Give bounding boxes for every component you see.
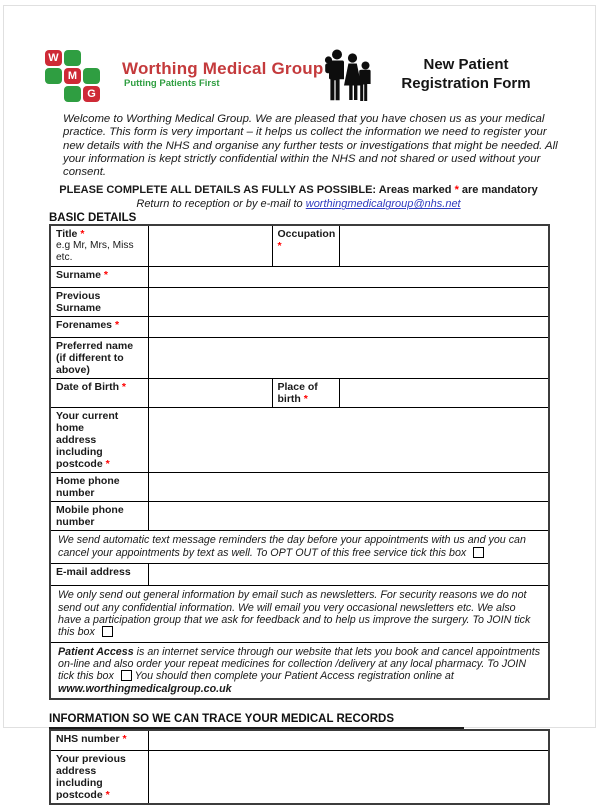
basic-details-heading: BASIC DETAILS bbox=[49, 212, 137, 225]
patient-access-join-checkbox[interactable] bbox=[121, 670, 132, 681]
place-of-birth-label bbox=[272, 379, 339, 408]
return-instruction-text: Return to reception or by e-mail to bbox=[136, 198, 303, 211]
family-silhouette-icon bbox=[322, 48, 374, 105]
patient-access-url: www.worthingmedicalgroup.co.uk bbox=[58, 682, 232, 695]
previous-address-label-line2 bbox=[56, 777, 143, 801]
asterisk-marker: * bbox=[121, 381, 127, 394]
surname-label bbox=[50, 267, 148, 288]
previous-address-label-line1: Your previous address bbox=[56, 753, 126, 778]
logo-letter-m: M bbox=[64, 68, 81, 84]
title-input[interactable] bbox=[148, 225, 272, 267]
patient-access-note-text2: You should then complete your Patient Access registration online at bbox=[134, 670, 454, 683]
basic-details-table bbox=[49, 224, 550, 699]
asterisk-marker: * bbox=[103, 269, 108, 282]
registration-form-page bbox=[48, 46, 558, 805]
forenames-label-text: Forenames bbox=[56, 319, 113, 332]
form-header bbox=[49, 46, 548, 105]
nhs-number-label-text: NHS number bbox=[56, 732, 120, 745]
preferred-name-label bbox=[50, 338, 148, 379]
current-address-label-line1: Your current home bbox=[56, 410, 119, 435]
patient-access-note bbox=[50, 642, 549, 699]
current-address-label-text: including postcode bbox=[56, 446, 103, 471]
mandatory-note-text2: are mandatory bbox=[461, 184, 538, 197]
mobile-phone-label: Mobile phone number bbox=[50, 502, 148, 531]
mobile-phone-input[interactable] bbox=[148, 502, 549, 531]
email-address-input[interactable] bbox=[148, 564, 549, 586]
newsletter-note-text: We only send out general information by email such as newsletters. For security reasons we do not send out any confidential information. We will email you very occasional newsletters etc. We also have a participation group that we ask for feedback and to help us improve the surgery. To JOIN tick this box bbox=[58, 589, 531, 639]
asterisk-marker: * bbox=[303, 393, 308, 406]
logo-square-icon bbox=[83, 68, 100, 84]
title-label bbox=[50, 225, 148, 267]
email-address-label: E-mail address bbox=[50, 564, 148, 586]
asterisk-marker: * bbox=[277, 240, 282, 253]
asterisk-marker: * bbox=[105, 789, 110, 802]
patient-access-lead: Patient Access bbox=[58, 645, 134, 658]
sms-opt-out-checkbox[interactable] bbox=[473, 547, 484, 558]
dob-label bbox=[50, 379, 148, 408]
current-address-label-line3 bbox=[56, 446, 143, 470]
wmg-logo-icon bbox=[45, 50, 100, 102]
asterisk-marker: * bbox=[80, 228, 85, 241]
medical-records-table bbox=[49, 729, 550, 805]
newsletter-note bbox=[50, 586, 549, 642]
email-link[interactable]: worthingmedicalgroup@nhs.net bbox=[305, 198, 461, 211]
place-of-birth-input[interactable] bbox=[339, 379, 549, 408]
occupation-input[interactable] bbox=[339, 225, 549, 267]
asterisk-marker: * bbox=[454, 184, 459, 197]
forenames-label bbox=[50, 317, 148, 338]
logo-wordmark bbox=[122, 59, 323, 89]
asterisk-marker: * bbox=[105, 458, 110, 471]
newsletter-join-checkbox[interactable] bbox=[102, 626, 113, 637]
preferred-name-input[interactable] bbox=[148, 338, 549, 379]
current-address-label-line2: address bbox=[56, 434, 97, 447]
logo-square-icon bbox=[64, 86, 81, 102]
surname-label-text: Surname bbox=[56, 269, 101, 282]
title-label-text: Title bbox=[56, 228, 78, 241]
org-name: Worthing Medical Group bbox=[122, 59, 324, 78]
place-of-birth-label-text: Place of birth bbox=[277, 381, 318, 406]
title-hint: e.g Mr, Mrs, Miss etc. bbox=[56, 240, 134, 264]
current-address-input[interactable] bbox=[148, 408, 549, 473]
nhs-number-label bbox=[50, 730, 148, 751]
preferred-name-hint: (if different to above) bbox=[56, 352, 124, 377]
surname-input[interactable] bbox=[148, 267, 549, 288]
current-address-label bbox=[50, 408, 148, 473]
form-title bbox=[382, 55, 550, 93]
sms-reminder-note-text: We send automatic text message reminders the day before your appointments with us and you can cancel your appointments by text as well. To OPT OUT of this free service tick this box bbox=[58, 534, 526, 559]
previous-address-label bbox=[50, 751, 148, 805]
form-title-line1: New Patient bbox=[423, 56, 509, 73]
occupation-label bbox=[272, 225, 339, 267]
home-phone-input[interactable] bbox=[148, 473, 549, 502]
patient-access-note-text: is an internet service through our website that lets you book and cancel appointments on-line and also order your repeat medicines for collection /delivery at any local pharmacy. To JOIN tick this box bbox=[58, 645, 541, 683]
sms-reminder-note bbox=[50, 531, 549, 564]
welcome-paragraph: Welcome to Worthing Medical Group. We are pleased that you have chosen us as your medical practice. This form is very important – it helps us collect the information we need to register your new details with the NHS and organise any further tests or investigations that might be needed. All your information is kept strictly confidential within the NHS and not shared or used without your consent. bbox=[63, 113, 558, 179]
nhs-number-input[interactable] bbox=[148, 730, 549, 751]
mandatory-note bbox=[49, 184, 548, 196]
previous-address-label-text: including postcode bbox=[56, 777, 103, 802]
org-tagline: Putting Patients First bbox=[124, 78, 220, 89]
logo-square-icon bbox=[64, 50, 81, 66]
previous-surname-label: Previous Surname bbox=[50, 288, 148, 317]
logo-letter-w: W bbox=[45, 50, 62, 66]
previous-surname-input[interactable] bbox=[148, 288, 549, 317]
asterisk-marker: * bbox=[114, 319, 120, 332]
preferred-name-label-text: Preferred name bbox=[56, 340, 134, 353]
dob-input[interactable] bbox=[148, 379, 272, 408]
form-title-line2: Registration Form bbox=[401, 75, 531, 92]
home-phone-label: Home phone number bbox=[50, 473, 148, 502]
mandatory-note-text: PLEASE COMPLETE ALL DETAILS AS FULLY AS POSSIBLE: Areas marked bbox=[59, 184, 452, 197]
medical-records-heading: INFORMATION SO WE CAN TRACE YOUR MEDICAL RECORDS bbox=[49, 713, 464, 729]
logo-letter-g: G bbox=[83, 86, 100, 102]
previous-address-input[interactable] bbox=[148, 751, 549, 805]
forenames-input[interactable] bbox=[148, 317, 549, 338]
dob-label-text: Date of Birth bbox=[56, 381, 119, 394]
asterisk-marker: * bbox=[122, 732, 127, 745]
logo-square-icon bbox=[45, 68, 62, 84]
occupation-label-text: Occupation bbox=[277, 228, 336, 241]
return-instruction bbox=[49, 198, 548, 210]
